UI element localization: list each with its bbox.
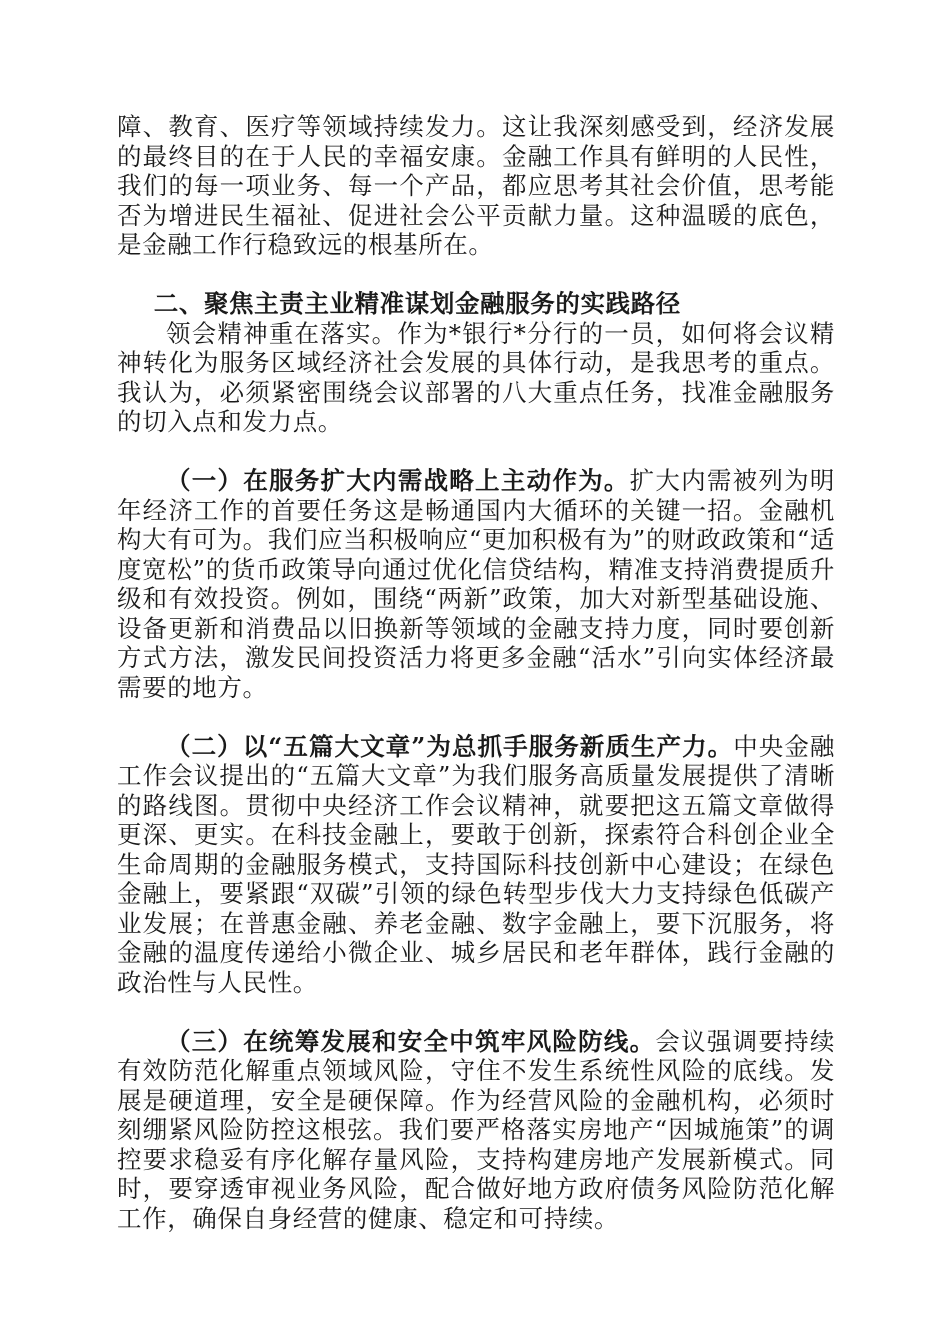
item-body-2: 中央金融工作会议提出的“五篇大文章”为我们服务高质量发展提供了清晰的路线图。贯彻中央经济工作会议精神，就要把这五篇文章做得更深、更实。在科技金融上，要敢于创新，探索符合科创企业全生命周期的金融服务模式，支持国际科技创新中心建设；在绿色金融上，要紧跟“双碳”引领的绿色转型步伐大力支持绿色低碳产业发展；在普惠金融、养老金融、数字金融上，要下沉服务，将金融的温度传递给小微企业、城乡居民和老年群体，践行金融的政治性与人民性。: [117, 731, 835, 997]
item-body-1: 扩大内需被列为明年经济工作的首要任务这是畅通国内大循环的关键一招。金融机构大有可为。我们应当积极响应“更加积极有为”的财政政策和“适度宽松”的货币政策导向通过优化信贷结构，精准支持消费提质升级和有效投资。例如，围绕“两新”政策，加大对新型基础设施、设备更新和消费品以旧换新等领域的金融支持力度，同时要创新方式方法，激发民间投资活力将更多金融“活水”引向实体经济最需要的地方。: [117, 466, 835, 702]
item-lead-3: （三）在统筹发展和安全中筑牢风险防线。: [166, 1026, 656, 1056]
section-heading: 二、聚焦主责主业精准谋划金融服务的实践路径: [153, 289, 681, 318]
item-paragraph-2: [117, 732, 835, 998]
item-lead-1: （一）在服务扩大内需战略上主动作为。: [166, 466, 630, 495]
intro-paragraph: 障、教育、医疗等领域持续发力。这让我深刻感受到，经济发展的最终目的在于人民的幸福安康。金融工作具有鲜明的人民性，我们的每一项业务、每一个产品，都应思考其社会价值，思考能否为增进民生福祉、促进社会公平贡献力量。这种温暖的底色，是金融工作行稳致远的根基所在。: [117, 112, 835, 259]
item-lead-2: （二）以“五篇大文章”为总抓手服务新质生产力。: [166, 731, 734, 761]
item-body-3: 会议强调要持续有效防范化解重点领域风险，守住不发生系统性风险的底线。发展是硬道理，安全是硬保障。作为经营风险的金融机构，必须时刻绷紧风险防控这根弦。我们要严格落实房地产“因城施策”的调控要求稳妥有序化解存量风险，支持构建房地产发展新模式。同时，要穿透审视业务风险，配合做好地方政府债务风险防范化解工作，确保自身经营的健康、稳定和可持续。: [117, 1026, 835, 1233]
item-paragraph-3: [117, 1027, 835, 1234]
section-intro-paragraph: 领会精神重在落实。作为*银行*分行的一员，如何将会议精神转化为服务区域经济社会发展的具体行动，是我思考的重点。我认为，必须紧密围绕会议部署的八大重点任务，找准金融服务的切入点和发力点。: [117, 318, 835, 436]
document-page: [117, 112, 835, 1233]
item-paragraph-1: [117, 466, 835, 702]
